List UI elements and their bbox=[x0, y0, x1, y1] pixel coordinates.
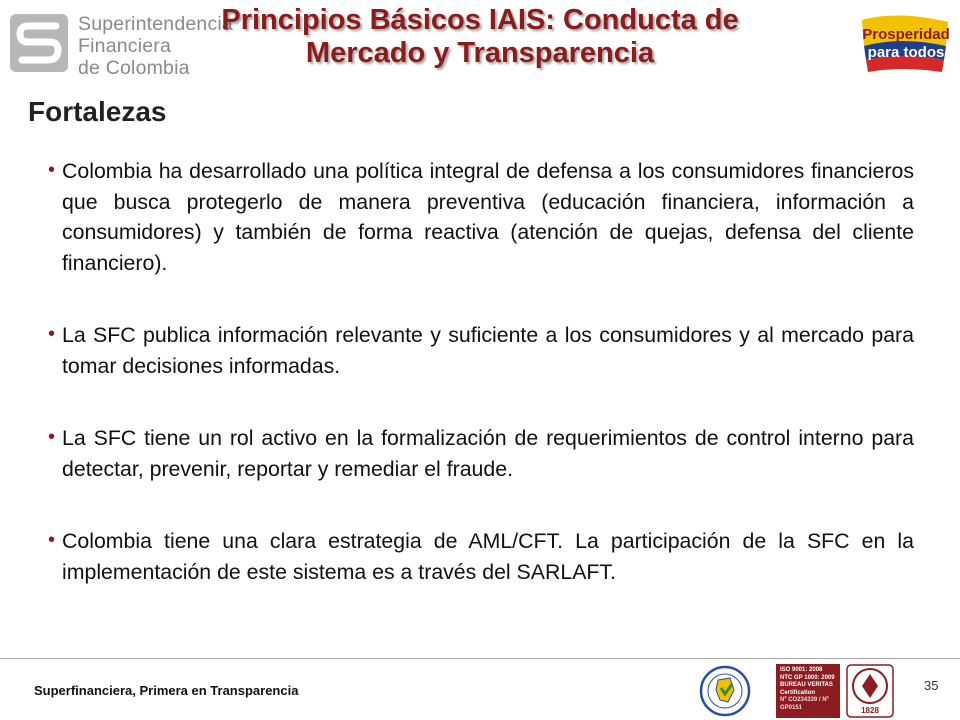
bullet-dot-icon: • bbox=[48, 323, 56, 345]
prosperidad-para-todos-logo bbox=[858, 12, 954, 78]
bullet-item bbox=[48, 320, 914, 381]
bullet-item bbox=[48, 156, 914, 278]
bullet-item bbox=[48, 423, 914, 484]
logo-line-3: de Colombia bbox=[78, 57, 190, 79]
slide-title bbox=[200, 4, 760, 70]
iso-line-4: Certification bbox=[780, 689, 816, 696]
logo-line-2: Financiera bbox=[78, 35, 172, 57]
bullet-dot-icon: • bbox=[48, 529, 56, 551]
page-number: 35 bbox=[924, 678, 939, 693]
bullet-item bbox=[48, 526, 914, 587]
sfc-logo bbox=[8, 12, 233, 79]
bullet-text: Colombia tiene una clara estrategia de AML/CFT. La participación de la SFC en la implementación de este sistema es a través del SARLAFT. bbox=[62, 529, 914, 584]
section-heading: Fortalezas bbox=[28, 96, 167, 127]
iso-line-2: NTC GP 1000: 2009 bbox=[780, 674, 835, 681]
bullet-text: La SFC publica información relevante y suficiente a los consumidores y al mercado para tomar decisiones informadas. bbox=[62, 323, 914, 378]
footer-slogan: Superfinanciera, Primera en Transparencia bbox=[34, 683, 299, 698]
iso-certificate-badge bbox=[776, 664, 840, 718]
title-line-2: Mercado y Transparencia bbox=[305, 37, 655, 69]
bureau-veritas-seal-icon bbox=[846, 664, 894, 718]
pt-logo-line-1: Prosperidad bbox=[862, 26, 950, 43]
bullet-text: La SFC tiene un rol activo en la formalización de requerimientos de control interno para detectar, prevenir, reportar y remediar el fraude. bbox=[62, 426, 914, 481]
sfc-logo-mark-icon bbox=[8, 12, 70, 74]
bullet-dot-icon: • bbox=[48, 159, 56, 181]
bullet-dot-icon: • bbox=[48, 426, 56, 448]
footer-divider bbox=[0, 658, 960, 659]
title-line-1: Principios Básicos IAIS: Conducta de bbox=[221, 4, 739, 36]
iso-line-1: ISO 9001: 2008 bbox=[780, 667, 823, 673]
certification-seal-icon bbox=[694, 664, 756, 718]
bullet-list bbox=[48, 156, 914, 629]
iso-line-3: BUREAU VERITAS bbox=[780, 682, 833, 688]
pt-logo-line-2: para todos bbox=[867, 44, 945, 61]
bv-year-label: 1828 bbox=[861, 706, 879, 715]
iso-line-5: Nº CO234339 / Nº GP0151 bbox=[780, 697, 829, 711]
logo-line-1: Superintendencia bbox=[78, 13, 233, 35]
bullet-text: Colombia ha desarrollado una política integral de defensa a los consumidores financieros que busca protegerlo de manera preventiva (educación financiera, información a consumidores) y también de forma reactiva (atención de quejas, defensa del cliente financiero). bbox=[62, 159, 914, 275]
